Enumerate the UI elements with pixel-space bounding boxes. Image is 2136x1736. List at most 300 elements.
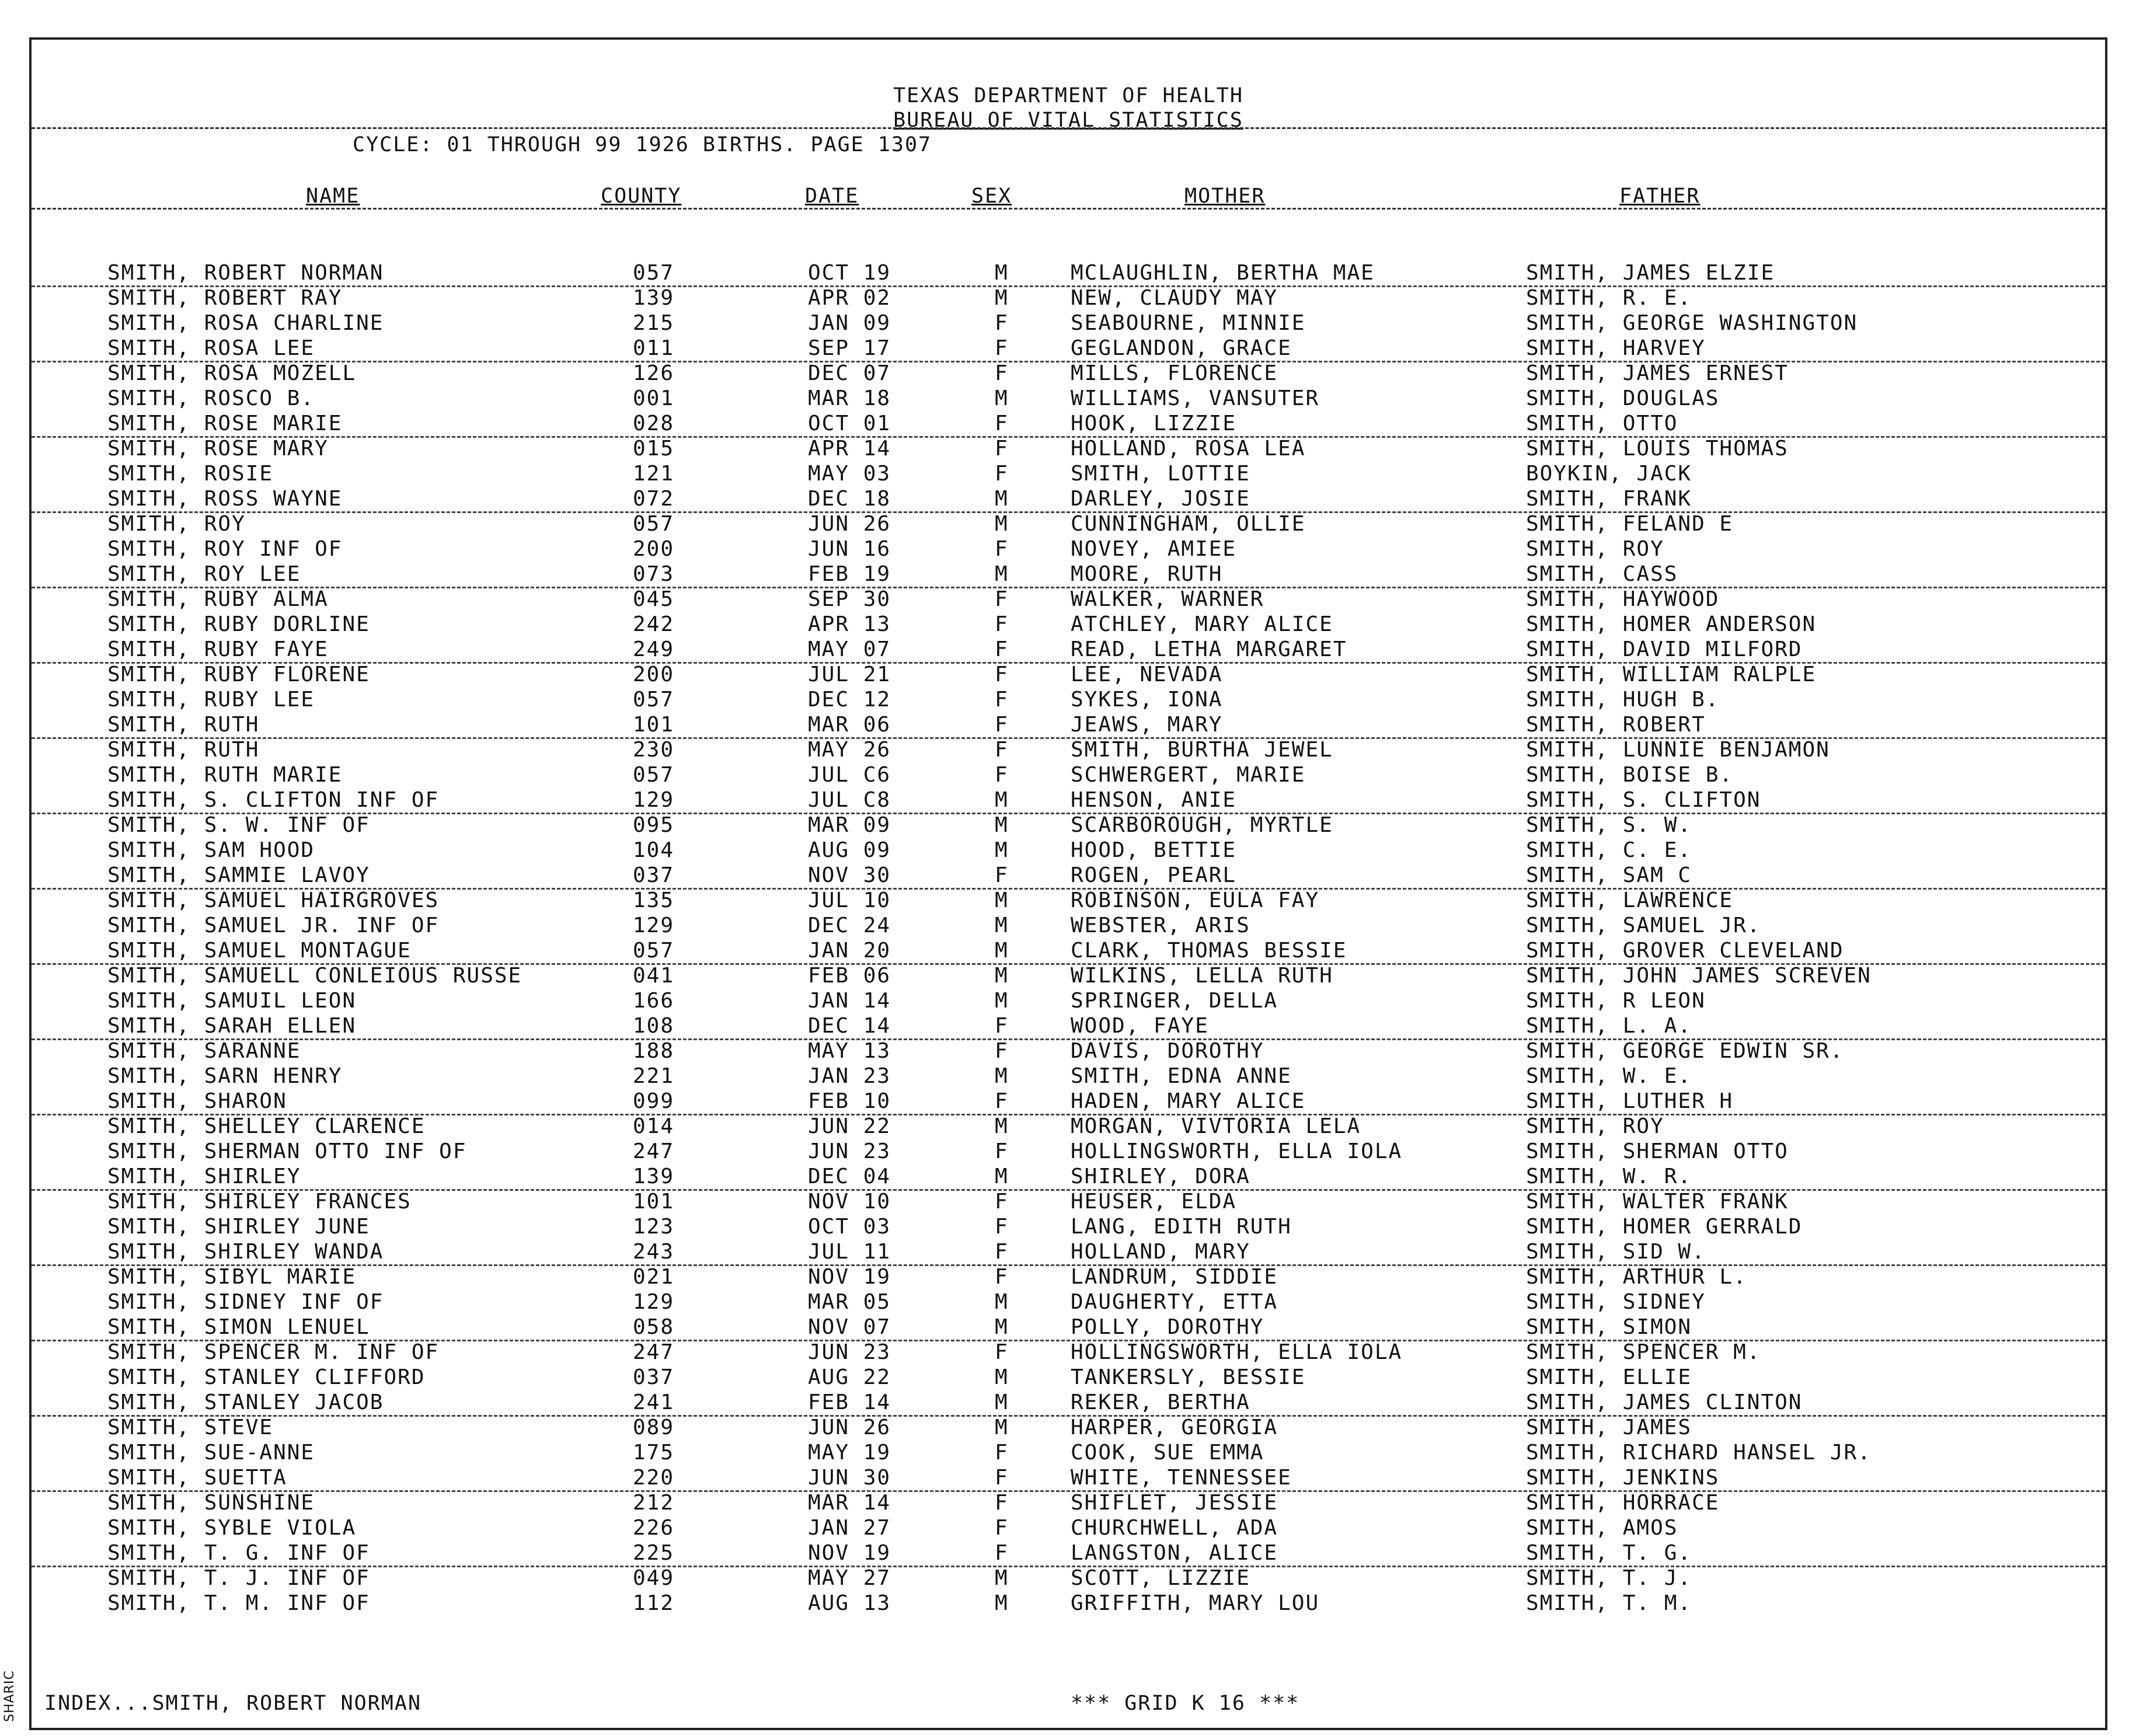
record-name: SMITH, SHIRLEY JUNE [107, 1215, 370, 1239]
record-sex: F [995, 361, 1009, 385]
record-sex: M [995, 813, 1009, 837]
record-date: JUN 23 [808, 1340, 891, 1364]
header-rule [32, 127, 2105, 129]
record-sex: M [995, 1064, 1009, 1088]
record-father: SMITH, JENKINS [1526, 1466, 1720, 1490]
record-row [32, 963, 2105, 988]
record-sex: M [995, 838, 1009, 862]
record-mother: HENSON, ANIE [1071, 788, 1237, 812]
record-mother: READ, LETHA MARGARET [1071, 637, 1347, 661]
record-row [32, 361, 2105, 386]
record-mother: SYKES, IONA [1071, 688, 1223, 712]
record-name: SMITH, ROSA CHARLINE [107, 311, 384, 335]
record-mother: WOOD, FAYE [1071, 1014, 1209, 1038]
record-date: MAR 18 [808, 386, 891, 410]
record-row [32, 1239, 2105, 1264]
record-row [32, 737, 2105, 762]
column-header-date: DATE [805, 184, 859, 208]
record-mother: LANDRUM, SIDDIE [1071, 1265, 1278, 1289]
record-mother: SCARBOROUGH, MYRTLE [1071, 813, 1333, 837]
record-county: 049 [633, 1566, 675, 1590]
record-row [32, 1264, 2105, 1289]
record-date: DEC 04 [808, 1165, 891, 1188]
record-sex: M [995, 1114, 1009, 1138]
record-county: 072 [633, 487, 675, 511]
record-father: SMITH, GROVER CLEVELAND [1526, 939, 1844, 963]
record-county: 243 [633, 1240, 675, 1264]
record-father: BOYKIN, JACK [1526, 462, 1692, 486]
record-row [32, 1214, 2105, 1239]
record-date: MAY 03 [808, 462, 891, 486]
record-county: 225 [633, 1541, 675, 1565]
record-mother: GRIFFITH, MARY LOU [1071, 1591, 1320, 1615]
record-county: 112 [633, 1591, 675, 1615]
record-name: SMITH, SHIRLEY [107, 1165, 301, 1188]
record-date: MAR 14 [808, 1491, 891, 1515]
record-county: 045 [633, 587, 675, 611]
record-row [32, 1340, 2105, 1365]
record-sex: F [995, 1516, 1009, 1540]
record-father: SMITH, S. W. [1526, 813, 1692, 837]
record-date: OCT 01 [808, 412, 891, 435]
record-mother: ATCHLEY, MARY ALICE [1071, 612, 1333, 636]
record-name: SMITH, T. J. INF OF [107, 1566, 370, 1590]
record-name: SMITH, T. M. INF OF [107, 1591, 370, 1615]
record-sex: M [995, 1290, 1009, 1314]
record-county: 011 [633, 336, 675, 360]
record-date: SEP 17 [808, 336, 891, 360]
record-father: SMITH, JOHN JAMES SCREVEN [1526, 964, 1872, 988]
record-mother: ROGEN, PEARL [1071, 863, 1237, 887]
record-county: 121 [633, 462, 675, 486]
record-mother: SMITH, BURTHA JEWEL [1071, 738, 1333, 762]
record-date: JUN 26 [808, 512, 891, 536]
record-name: SMITH, ROBERT RAY [107, 286, 343, 310]
record-father: SMITH, SIMON [1526, 1315, 1692, 1339]
record-name: SMITH, S. CLIFTON INF OF [107, 788, 440, 812]
record-name: SMITH, RUBY DORLINE [107, 612, 370, 636]
record-row [32, 1038, 2105, 1064]
record-date: MAY 13 [808, 1039, 891, 1063]
side-margin-mark: SHARIC [2, 1670, 17, 1722]
record-date: JAN 20 [808, 939, 891, 963]
record-name: SMITH, RUBY FLORENE [107, 663, 370, 686]
record-father: SMITH, WALTER FRANK [1526, 1190, 1789, 1214]
record-row [32, 813, 2105, 838]
record-date: AUG 13 [808, 1591, 891, 1615]
record-county: 041 [633, 964, 675, 988]
record-row [32, 1139, 2105, 1164]
record-sex: F [995, 1541, 1009, 1565]
record-father: SMITH, WILLIAM RALPLE [1526, 663, 1817, 686]
record-father: SMITH, HORRACE [1526, 1491, 1720, 1515]
record-sex: F [995, 713, 1009, 737]
record-mother: SEABOURNE, MINNIE [1071, 311, 1306, 335]
record-row [32, 1289, 2105, 1315]
record-county: 123 [633, 1215, 675, 1239]
record-county: 108 [633, 1014, 675, 1038]
record-mother: WILKINS, LELLA RUTH [1071, 964, 1333, 988]
record-sex: F [995, 437, 1009, 461]
record-county: 057 [633, 261, 675, 285]
record-row [32, 1315, 2105, 1340]
record-name: SMITH, STANLEY JACOB [107, 1390, 384, 1414]
record-mother: NEW, CLAUDY MAY [1071, 286, 1278, 310]
record-sex: F [995, 663, 1009, 686]
department-title: TEXAS DEPARTMENT OF HEALTH [893, 84, 1243, 107]
record-father: SMITH, GEORGE EDWIN SR. [1526, 1039, 1844, 1063]
record-row [32, 1164, 2105, 1189]
record-name: SMITH, ROY [107, 512, 246, 536]
record-row [32, 1490, 2105, 1515]
record-father: SMITH, ELLIE [1526, 1365, 1692, 1389]
record-father: SMITH, SAMUEL JR. [1526, 914, 1761, 937]
record-row [32, 1064, 2105, 1089]
record-row [32, 511, 2105, 536]
record-county: 057 [633, 688, 675, 712]
bureau-title: BUREAU OF VITAL STATISTICS [893, 109, 1243, 132]
record-name: SMITH, SHELLEY CLARENCE [107, 1114, 426, 1138]
record-row [32, 1114, 2105, 1139]
record-name: SMITH, SIMON LENUEL [107, 1315, 370, 1339]
record-row [32, 787, 2105, 813]
record-mother: LEE, NEVADA [1071, 663, 1223, 686]
record-father: SMITH, R LEON [1526, 989, 1706, 1013]
cycle-info: CYCLE: 01 THROUGH 99 1926 BIRTHS. PAGE 1307 [353, 133, 932, 156]
record-county: 104 [633, 838, 675, 862]
record-mother: SCOTT, LIZZIE [1071, 1566, 1250, 1590]
record-mother: DAVIS, DOROTHY [1071, 1039, 1264, 1063]
record-sex: F [995, 1215, 1009, 1239]
record-father: SMITH, LAWRENCE [1526, 888, 1734, 912]
record-name: SMITH, SHARON [107, 1089, 287, 1113]
record-row [32, 285, 2105, 311]
record-row [32, 712, 2105, 737]
record-county: 095 [633, 813, 675, 837]
record-date: MAR 05 [808, 1290, 891, 1314]
record-sex: M [995, 1365, 1009, 1389]
record-date: JAN 23 [808, 1064, 891, 1088]
record-name: SMITH, RUTH [107, 738, 260, 762]
record-mother: CHURCHWELL, ADA [1071, 1516, 1278, 1540]
record-date: FEB 19 [808, 562, 891, 586]
record-mother: SMITH, EDNA ANNE [1071, 1064, 1292, 1088]
record-mother: POLLY, DOROTHY [1071, 1315, 1264, 1339]
record-name: SMITH, SARN HENRY [107, 1064, 343, 1088]
record-sex: M [995, 512, 1009, 536]
record-mother: SMITH, LOTTIE [1071, 462, 1250, 486]
record-mother: CLARK, THOMAS BESSIE [1071, 939, 1347, 963]
record-sex: F [995, 537, 1009, 561]
record-county: 015 [633, 437, 675, 461]
record-sex: F [995, 1089, 1009, 1113]
record-date: MAY 26 [808, 738, 891, 762]
record-mother: NOVEY, AMIEE [1071, 537, 1237, 561]
record-sex: F [995, 1240, 1009, 1264]
record-date: JUN 30 [808, 1466, 891, 1490]
record-mother: MORGAN, VIVTORIA LELA [1071, 1114, 1361, 1138]
record-father: SMITH, ROY [1526, 537, 1664, 561]
record-county: 057 [633, 763, 675, 787]
column-header-county: COUNTY [601, 184, 682, 208]
record-mother: LANG, EDITH RUTH [1071, 1215, 1292, 1239]
record-name: SMITH, T. G. INF OF [107, 1541, 370, 1565]
record-date: NOV 19 [808, 1265, 891, 1289]
record-mother: HADEN, MARY ALICE [1071, 1089, 1306, 1113]
record-sex: F [995, 1190, 1009, 1214]
record-row [32, 536, 2105, 562]
record-father: SMITH, HOMER ANDERSON [1526, 612, 1817, 636]
record-father: SMITH, OTTO [1526, 412, 1678, 435]
record-sex: F [995, 637, 1009, 661]
record-father: SMITH, JAMES ELZIE [1526, 261, 1775, 285]
record-county: 099 [633, 1089, 675, 1113]
record-county: 129 [633, 1290, 675, 1314]
record-mother: MCLAUGHLIN, BERTHA MAE [1071, 261, 1375, 285]
record-father: SMITH, HAYWOOD [1526, 587, 1720, 611]
record-sex: M [995, 964, 1009, 988]
record-row [32, 1365, 2105, 1390]
column-header-rule [32, 208, 2105, 210]
record-name: SMITH, SUE-ANNE [107, 1441, 315, 1465]
record-sex: F [995, 1340, 1009, 1364]
record-row [32, 436, 2105, 461]
record-father: SMITH, T. G. [1526, 1541, 1692, 1565]
record-sex: M [995, 261, 1009, 285]
record-father: SMITH, SAM C [1526, 863, 1692, 887]
record-row [32, 260, 2105, 285]
record-date: JAN 09 [808, 311, 891, 335]
record-date: APR 13 [808, 612, 891, 636]
record-sex: M [995, 562, 1009, 586]
record-county: 014 [633, 1114, 675, 1138]
record-date: FEB 06 [808, 964, 891, 988]
record-county: 247 [633, 1340, 675, 1364]
record-county: 129 [633, 788, 675, 812]
record-row [32, 1415, 2105, 1440]
record-father: SMITH, SPENCER M. [1526, 1340, 1761, 1364]
record-father: SMITH, BOISE B. [1526, 763, 1734, 787]
record-date: SEP 30 [808, 587, 891, 611]
record-row [32, 336, 2105, 361]
record-mother: WHITE, TENNESSEE [1071, 1466, 1292, 1490]
record-sex: F [995, 311, 1009, 335]
record-name: SMITH, SUNSHINE [107, 1491, 315, 1515]
record-father: SMITH, SIDNEY [1526, 1290, 1706, 1314]
record-name: SMITH, SIDNEY INF OF [107, 1290, 384, 1314]
record-name: SMITH, SARANNE [107, 1039, 301, 1063]
record-county: 220 [633, 1466, 675, 1490]
record-sex: F [995, 1139, 1009, 1163]
record-row [32, 311, 2105, 336]
record-date: FEB 10 [808, 1089, 891, 1113]
record-sex: F [995, 1491, 1009, 1515]
record-name: SMITH, SIBYL MARIE [107, 1265, 357, 1289]
record-row [32, 461, 2105, 486]
record-date: NOV 10 [808, 1190, 891, 1214]
record-sex: M [995, 286, 1009, 310]
record-name: SMITH, ROSIE [107, 462, 274, 486]
record-name: SMITH, RUBY ALMA [107, 587, 329, 611]
record-row [32, 411, 2105, 436]
record-name: SMITH, STANLEY CLIFFORD [107, 1365, 426, 1389]
record-county: 089 [633, 1416, 675, 1439]
record-county: 057 [633, 512, 675, 536]
record-father: SMITH, FRANK [1526, 487, 1692, 511]
record-father: SMITH, FELAND E [1526, 512, 1734, 536]
record-mother: HOOD, BETTIE [1071, 838, 1237, 862]
record-row [32, 1013, 2105, 1038]
record-sex: F [995, 336, 1009, 360]
record-date: MAY 07 [808, 637, 891, 661]
record-mother: WALKER, WARNER [1071, 587, 1264, 611]
record-date: FEB 14 [808, 1390, 891, 1414]
record-father: SMITH, LOUIS THOMAS [1526, 437, 1789, 461]
record-sex: F [995, 1441, 1009, 1465]
record-date: NOV 30 [808, 863, 891, 887]
record-page [29, 37, 2107, 1730]
record-mother: SHIFLET, JESSIE [1071, 1491, 1278, 1515]
record-father: SMITH, HUGH B. [1526, 688, 1720, 712]
record-county: 247 [633, 1139, 675, 1163]
record-sex: F [995, 1014, 1009, 1038]
grid-reference: *** GRID K 16 *** [1071, 1692, 1300, 1715]
record-mother: HOOK, LIZZIE [1071, 412, 1237, 435]
record-date: MAY 27 [808, 1566, 891, 1590]
record-name: SMITH, RUTH [107, 713, 260, 737]
record-father: SMITH, R. E. [1526, 286, 1692, 310]
record-row [32, 863, 2105, 888]
record-county: 057 [633, 939, 675, 963]
record-father: SMITH, ROY [1526, 1114, 1664, 1138]
record-county: 166 [633, 989, 675, 1013]
record-name: SMITH, ROSE MARIE [107, 412, 343, 435]
record-mother: HOLLAND, MARY [1071, 1240, 1250, 1264]
record-date: DEC 24 [808, 914, 891, 937]
record-father: SMITH, C. E. [1526, 838, 1692, 862]
record-county: 241 [633, 1390, 675, 1414]
record-county: 175 [633, 1441, 675, 1465]
record-name: SMITH, ROSA MOZELL [107, 361, 357, 385]
record-sex: M [995, 1591, 1009, 1615]
record-date: APR 14 [808, 437, 891, 461]
record-name: SMITH, SHIRLEY FRANCES [107, 1190, 412, 1214]
record-name: SMITH, SAMUEL MONTAGUE [107, 939, 412, 963]
record-county: 129 [633, 914, 675, 937]
record-name: SMITH, SYBLE VIOLA [107, 1516, 357, 1540]
record-mother: CUNNINGHAM, OLLIE [1071, 512, 1306, 536]
record-father: SMITH, S. CLIFTON [1526, 788, 1761, 812]
record-date: JUL 10 [808, 888, 891, 912]
record-county: 101 [633, 713, 675, 737]
record-date: JAN 14 [808, 989, 891, 1013]
record-name: SMITH, SAMMIE LAVOY [107, 863, 370, 887]
record-row [32, 1465, 2105, 1490]
record-mother: HARPER, GEORGIA [1071, 1416, 1278, 1439]
record-date: JAN 27 [808, 1516, 891, 1540]
record-mother: SPRINGER, DELLA [1071, 989, 1278, 1013]
record-name: SMITH, SAMUELL CONLEIOUS RUSSE [107, 964, 522, 988]
record-row [32, 1390, 2105, 1415]
record-county: 037 [633, 1365, 675, 1389]
record-date: NOV 19 [808, 1541, 891, 1565]
record-county: 021 [633, 1265, 675, 1289]
record-mother: REKER, BERTHA [1071, 1390, 1250, 1414]
record-county: 242 [633, 612, 675, 636]
record-mother: MILLS, FLORENCE [1071, 361, 1278, 385]
record-father: SMITH, LUTHER H [1526, 1089, 1734, 1113]
record-date: OCT 19 [808, 261, 891, 285]
record-date: MAY 19 [808, 1441, 891, 1465]
record-mother: MOORE, RUTH [1071, 562, 1223, 586]
record-county: 221 [633, 1064, 675, 1088]
record-sex: F [995, 1039, 1009, 1063]
record-father: SMITH, AMOS [1526, 1516, 1678, 1540]
record-row [32, 838, 2105, 863]
record-row [32, 1089, 2105, 1114]
record-county: 028 [633, 412, 675, 435]
record-date: DEC 18 [808, 487, 891, 511]
record-sex: F [995, 763, 1009, 787]
record-row [32, 1515, 2105, 1540]
record-mother: SHIRLEY, DORA [1071, 1165, 1250, 1188]
record-row [32, 988, 2105, 1013]
record-mother: HOLLINGSWORTH, ELLA IOLA [1071, 1139, 1403, 1163]
record-sex: F [995, 688, 1009, 712]
record-row [32, 1591, 2105, 1616]
record-sex: M [995, 1390, 1009, 1414]
record-father: SMITH, JAMES ERNEST [1526, 361, 1789, 385]
record-county: 058 [633, 1315, 675, 1339]
record-date: JUN 26 [808, 1416, 891, 1439]
record-date: JUL 11 [808, 1240, 891, 1264]
record-sex: F [995, 738, 1009, 762]
record-row [32, 562, 2105, 587]
record-county: 188 [633, 1039, 675, 1063]
column-header-name: NAME [306, 184, 360, 208]
record-row [32, 888, 2105, 913]
record-date: JUL 21 [808, 663, 891, 686]
record-sex: M [995, 939, 1009, 963]
record-county: 230 [633, 738, 675, 762]
record-name: SMITH, ROY LEE [107, 562, 301, 586]
record-name: SMITH, ROSS WAYNE [107, 487, 343, 511]
record-row [32, 938, 2105, 963]
column-header-mother: MOTHER [1184, 184, 1266, 208]
record-father: SMITH, L. A. [1526, 1014, 1692, 1038]
record-row [32, 1566, 2105, 1591]
record-name: SMITH, SAMUEL JR. INF OF [107, 914, 440, 937]
record-sex: M [995, 1566, 1009, 1590]
record-county: 101 [633, 1190, 675, 1214]
record-name: SMITH, SPENCER M. INF OF [107, 1340, 440, 1364]
record-county: 139 [633, 1165, 675, 1188]
record-date: MAR 06 [808, 713, 891, 737]
record-mother: GEGLANDON, GRACE [1071, 336, 1292, 360]
record-county: 001 [633, 386, 675, 410]
record-row [32, 687, 2105, 712]
record-row [32, 587, 2105, 612]
record-sex: M [995, 386, 1009, 410]
record-county: 200 [633, 663, 675, 686]
record-county: 226 [633, 1516, 675, 1540]
record-father: SMITH, ARTHUR L. [1526, 1265, 1747, 1289]
record-row [32, 1440, 2105, 1465]
birth-records-list [32, 260, 2105, 1616]
record-sex: F [995, 1265, 1009, 1289]
record-sex: F [995, 863, 1009, 887]
record-county: 126 [633, 361, 675, 385]
